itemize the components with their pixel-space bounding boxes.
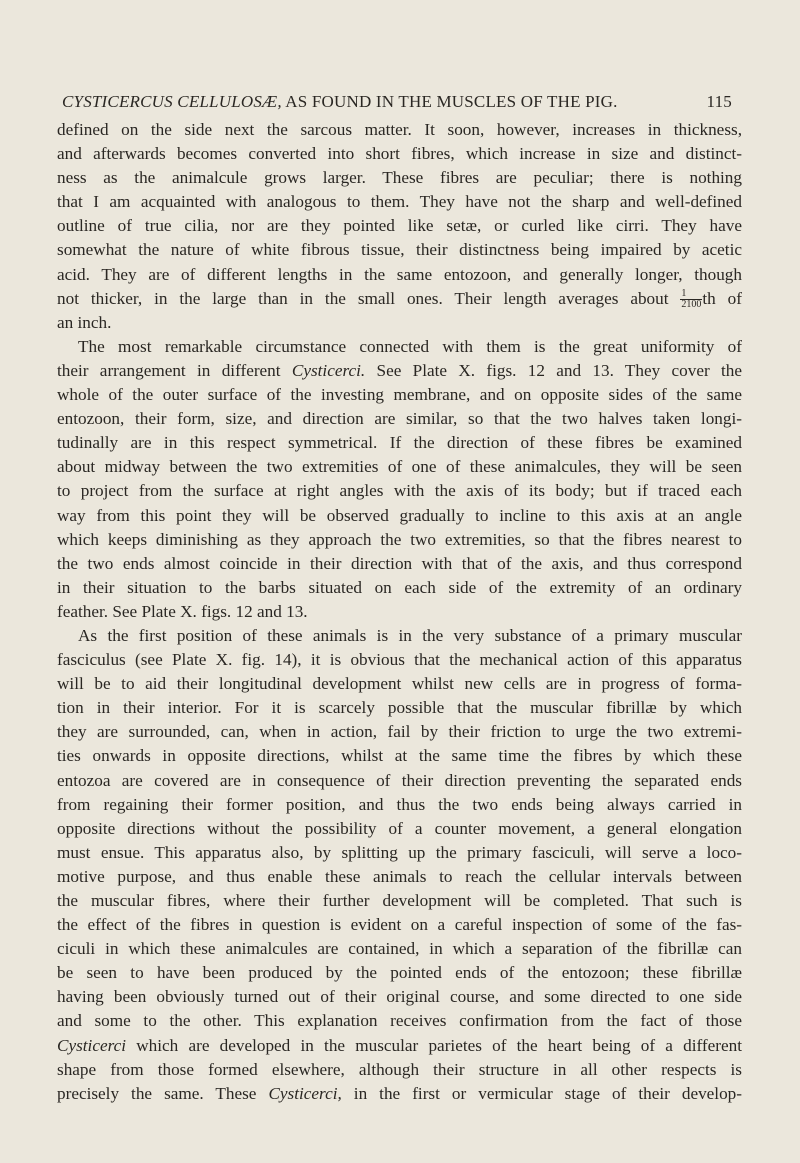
line-text: th of [702, 288, 742, 308]
text-line: having been obviously turned out of their original course, and some directed to one side [57, 987, 742, 1007]
text-line: be seen to have been produced by the pointed ends of the entozoon; these fibrillæ [57, 963, 742, 983]
fraction [680, 289, 702, 310]
running-head-title-italic: CYSTICERCUS CELLULOSÆ, [62, 92, 282, 111]
text-line: motive purpose, and thus enable these animals to reach the cellular intervals between [57, 866, 742, 886]
text-line: way from this point they will be observed gradually to incline to this axis at an angle [57, 505, 742, 525]
text-line: ciculi in which these animalcules are contained, in which a separation of the fibrillæ can [57, 939, 742, 959]
text-line: shape from those formed elsewhere, although their structure in all other respects is [57, 1059, 742, 1079]
running-head-title: AS FOUND IN THE MUSCLES OF THE PIG. [281, 92, 618, 111]
body-text [57, 118, 742, 1106]
text-line: outline of true cilia, nor are they pointed like setæ, or curled like cirri. They have [57, 216, 742, 236]
italic-term: Cysticerci. [291, 360, 366, 380]
text-line: somewhat the nature of white fibrous tissue, their distinctness being impaired by acetic [57, 240, 742, 260]
text-line: defined on the side next the sarcous matter. It soon, however, increases in thickness, [57, 120, 742, 139]
line-text: in the first or vermicular stage of their develop- [341, 1083, 742, 1103]
italic-term: Cysticerci, [268, 1083, 342, 1103]
text-line: ness as the animalcule grows larger. These fibres are peculiar; there is nothing [57, 168, 742, 188]
text-line: the two ends almost coincide in their direction with that of the axis, and thus correspond [57, 553, 742, 573]
text-line: an inch. [57, 312, 112, 332]
text-line: opposite directions without the possibility of a counter movement, a general elongation [57, 818, 742, 838]
line-text: See Plate X. figs. 12 and 13. They cover the [365, 360, 742, 380]
text-line: in their situation to the barbs situated on each side of the extremity of an ordinary [57, 577, 742, 597]
fraction-denominator: 2100 [681, 298, 702, 310]
text-line: to project from the surface at right angles with the axis of its body; but if traced each [57, 481, 742, 501]
text-line [57, 1034, 742, 1058]
text-line: from regaining their former position, and thus the two ends being always carried in [57, 794, 742, 814]
text-line: ties onwards in opposite directions, whilst at the same time the fibres by which these [57, 746, 742, 766]
text-line: fasciculus (see Plate X. fig. 14), it is obvious that the mechanical action of this apparatus [57, 650, 742, 670]
text-line: the muscular fibres, where their further development will be completed. That such is [57, 891, 742, 910]
text-line: will be to aid their longitudinal development whilst new cells are in progress of forma- [57, 674, 742, 694]
text-line: entozoon, their form, size, and direction are similar, so that the two halves taken longi- [57, 409, 742, 429]
text-line: acid. They are of different lengths in the same entozoon, and generally longer, though [57, 264, 742, 284]
line-text: not thicker, in the large than in the small ones. Their length averages about [57, 288, 681, 308]
text-line [57, 359, 742, 383]
text-line: feather. See Plate X. figs. 12 and 13. [57, 601, 308, 621]
text-line: and some to the other. This explanation receives confirmation from the fact of those [57, 1011, 742, 1031]
text-line [57, 1082, 742, 1106]
line-text: which are developed in the muscular parietes of the heart being of a different [126, 1035, 742, 1055]
line-text: precisely the same. These [57, 1083, 269, 1103]
text-line: As the first position of these animals is in the very substance of a primary muscular [78, 625, 742, 645]
running-head [62, 92, 732, 112]
text-line: the effect of the fibres in question is evident on a careful inspection of some of the fas- [57, 915, 742, 935]
text-line: tudinally are in this respect symmetrical. If the direction of these fibres be examined [57, 433, 742, 453]
text-line [57, 287, 742, 311]
text-line: whole of the outer surface of the investing membrane, and on opposite sides of the same [57, 385, 742, 405]
line-text: their arrangement in different [57, 360, 292, 380]
text-line: they are surrounded, can, when in action, fail by their friction to urge the two extremi- [57, 722, 742, 742]
italic-term: Cysticerci [57, 1035, 127, 1055]
text-line: tion in their interior. For it is scarcely possible that the muscular fibrillæ by which [57, 698, 742, 718]
page-number: 115 [706, 92, 732, 111]
fraction-numerator: 1 [680, 289, 702, 300]
text-line: which keeps diminishing as they approach the two extremities, so that the fibres nearest to [57, 529, 742, 549]
text-line: about midway between the two extremities of one of these animalcules, they will be seen [57, 457, 742, 477]
text-line: The most remarkable circumstance connected with them is the great uniformity of [78, 336, 742, 356]
text-line: entozoa are covered are in consequence of their direction preventing the separated ends [57, 770, 742, 790]
text-line: and afterwards becomes converted into short fibres, which increase in size and distinct- [57, 144, 742, 164]
text-line: that I am acquainted with analogous to them. They have not the sharp and well-defined [57, 192, 742, 212]
text-line: must ensue. This apparatus also, by splitting up the primary fasciculi, will serve a loco- [57, 842, 742, 862]
